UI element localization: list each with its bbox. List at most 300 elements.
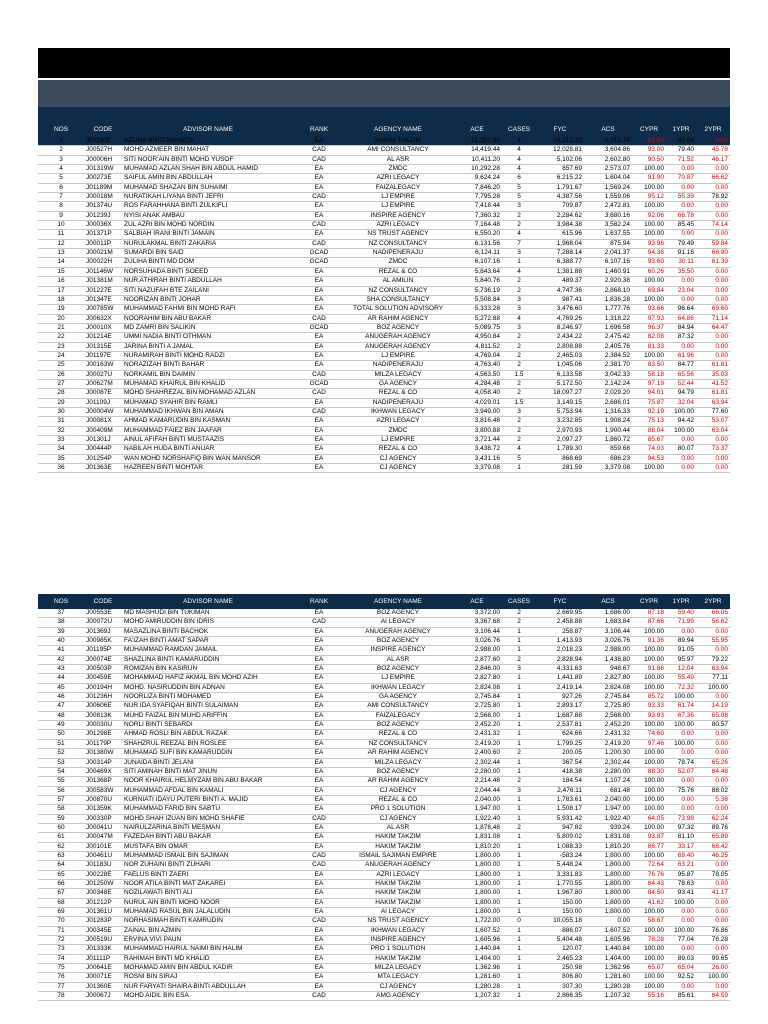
cell-1ypr: 91.16 [666,249,696,258]
cell-acs: 1,207.32 [584,992,632,1001]
cell-nos: 59 [38,814,84,823]
column-header-ace: ACE [452,594,502,609]
cell-rank: EA [294,342,344,351]
cell-2ypr: 0.00 [696,295,730,304]
cell-acs: 2,745.84 [584,693,632,702]
cell-agency-name: REZAL & CO [344,389,452,398]
cell-1ypr: 0.00 [666,982,696,991]
cell-fyc: 2,476.11 [536,786,584,795]
cell-1ypr: 80.07 [666,445,696,454]
cell-code: J01360E [84,982,122,991]
cell-rank: CAD [294,814,344,823]
cell-1ypr: 85.61 [666,992,696,1001]
cell-cypr: 92.19 [632,407,666,416]
cell-1ypr: 0.00 [666,908,696,917]
table-row [38,964,730,973]
cell-agency-name: IKHWAN LEGACY [344,683,452,692]
cell-code: J01190E [84,137,122,146]
cell-ace: 1,800.00 [452,889,502,898]
cell-1ypr: 12.04 [666,665,696,674]
cell-cases: 3 [502,323,536,332]
cell-cases: 1 [502,973,536,982]
cell-nos: 44 [38,674,84,683]
cell-rank: EA [294,646,344,655]
cell-advisor-name: MUHAMAD SYAHIR BIN RAMLI [122,398,294,407]
cell-fyc: 4,387.56 [536,193,584,202]
cell-rank: EA [294,702,344,711]
cell-code: J00018M [84,193,122,202]
cell-cypr: 64.05 [632,814,666,823]
cell-cases: 1 [502,861,536,870]
cell-cases: 2 [502,333,536,342]
cell-cypr: 94.01 [632,389,666,398]
cell-rank: EA [294,870,344,879]
cell-advisor-name: UMMI NADIA BINTI OTHMAN [122,333,294,342]
cell-agency-name: ANUGERAH AGENCY [344,627,452,636]
cell-code: J01111P [84,954,122,963]
cell-advisor-name: MUHAMMAD ISMAIL BIN SAJIMAN [122,851,294,860]
cell-acs: 3,379.08 [584,464,632,473]
cell-cypr: 74.60 [632,730,666,739]
cell-1ypr: 100.00 [666,693,696,702]
cell-2ypr: 53.07 [696,417,730,426]
cell-cases: 0 [502,917,536,926]
table-row [38,749,730,758]
cell-code: J01146W [84,267,122,276]
table-row [38,842,730,851]
cell-fyc: 987.41 [536,295,584,304]
cell-code: J00072U [84,618,122,627]
cell-agency-name: CJ AGENCY [344,814,452,823]
cell-fyc: 150.00 [536,908,584,917]
column-header-acs: ACS [584,594,632,609]
cell-nos: 73 [38,945,84,954]
cell-acs: 2,472.81 [584,202,632,211]
table-row [38,370,730,379]
cell-nos: 45 [38,683,84,692]
cell-rank: EA [294,674,344,683]
cell-cypr: 72.64 [632,861,666,870]
cell-cypr: 100.00 [632,721,666,730]
cell-1ypr: 61.74 [666,702,696,711]
table-row [38,861,730,870]
cell-1ypr: 67.36 [666,711,696,720]
table-row [38,389,730,398]
cell-fyc: 1,045.06 [536,361,584,370]
cell-cypr: 100.00 [632,351,666,360]
cell-agency-name: GA AGENCY [344,693,452,702]
cell-nos: 63 [38,851,84,860]
cell-ace: 1,831.08 [452,833,502,842]
cell-rank: CAD [294,851,344,860]
cell-agency-name: ANUGERAH AGENCY [344,333,452,342]
cell-cypr: 58.18 [632,370,666,379]
cell-nos: 78 [38,992,84,1001]
cell-cases: 5 [502,183,536,192]
table-row [38,239,730,248]
cell-acs: 2,431.32 [584,730,632,739]
column-header-1ypr: 1YPR [666,122,696,137]
cell-cases: 1 [502,879,536,888]
cell-fyc: 624.66 [536,730,584,739]
column-header-nos: NOS [38,122,84,137]
cell-1ypr: 55.39 [666,193,696,202]
cell-agency-name: AZRI LEGACY [344,221,452,230]
column-header-cypr: CYPR [632,122,666,137]
cell-fyc: 2,893.17 [536,702,584,711]
cell-cases: 1 [502,464,536,473]
cell-nos: 23 [38,342,84,351]
cell-nos: 65 [38,870,84,879]
cell-fyc: 2,866.35 [536,992,584,1001]
table-row [38,627,730,636]
cell-rank: CAD [294,314,344,323]
cell-fyc: 3,984.38 [536,221,584,230]
cell-advisor-name: MOHD SHAHREZAL BIN MOHAMAD AZLAN [122,389,294,398]
cell-2ypr: 76.86 [696,926,730,935]
cell-cases: 1 [502,898,536,907]
cell-fyc: 1,381.88 [536,267,584,276]
cell-agency-name: REZAL & CO [344,730,452,739]
cell-ace: 3,949.00 [452,407,502,416]
cell-agency-name: ISMAIL SAJIMAN EMPIRE [344,851,452,860]
cell-1ypr: 0.00 [666,627,696,636]
cell-code: J00606E [84,702,122,711]
cell-cypr: 100.00 [632,221,666,230]
table-row [38,295,730,304]
cell-code: J00469X [84,767,122,776]
cell-fyc: 4,747.36 [536,286,584,295]
cell-rank: EA [294,777,344,786]
cell-2ypr: 0.00 [696,211,730,220]
cell-ace: 2,827.80 [452,674,502,683]
cell-cypr: 83.50 [632,361,666,370]
cell-ace: 1,800.00 [452,870,502,879]
cell-2ypr: 0.00 [696,267,730,276]
cell-2ypr: 0.00 [696,898,730,907]
cell-cypr: 97.46 [632,739,666,748]
cell-fyc: 6,133.58 [536,370,584,379]
cell-ace: 4,563.50 [452,370,502,379]
cell-code: J00047M [84,833,122,842]
cell-nos: 74 [38,954,84,963]
cell-1ypr: 100.00 [666,407,696,416]
column-header-code: CODE [84,594,122,609]
cell-code: J01227E [84,286,122,295]
cell-agency-name: BOZ AGENCY [344,637,452,646]
cell-2ypr: 45.78 [696,146,730,155]
cell-nos: 27 [38,379,84,388]
cell-2ypr: 0.00 [696,137,730,146]
cell-rank: EA [294,973,344,982]
cell-nos: 75 [38,964,84,973]
cell-acs: 1,800.00 [584,879,632,888]
table-row [38,193,730,202]
cell-code: J01214E [84,333,122,342]
cell-1ypr: 0.00 [666,464,696,473]
cell-2ypr: 46.17 [696,155,730,164]
table-row [38,982,730,991]
cell-fyc: 418.38 [536,767,584,776]
cell-cypr: 94.53 [632,454,666,463]
cell-ace: 1,800.00 [452,861,502,870]
cell-cases: 2 [502,379,536,388]
cell-agency-name: HAKIM TAKZIM [344,137,452,146]
cell-2ypr: 66.05 [696,609,730,618]
cell-1ypr: 78.74 [666,758,696,767]
cell-rank: EA [294,351,344,360]
cell-fyc: 868.69 [536,454,584,463]
cell-ace: 1,922.40 [452,814,502,823]
cell-cases: 7 [502,239,536,248]
cell-1ypr: 0.00 [666,165,696,174]
cell-cases: 1 [502,795,536,804]
cell-cypr: 93.66 [632,305,666,314]
cell-1ypr: 77.04 [666,936,696,945]
cell-cypr: 100.00 [632,202,666,211]
cell-agency-name: BOZ AGENCY [344,665,452,674]
cell-rank: EA [294,464,344,473]
cell-ace: 1,362.96 [452,964,502,973]
cell-2ypr: 0.00 [696,230,730,239]
cell-advisor-name: SHAZLINA BINTI KAMARUDDIN [122,655,294,664]
cell-acs: 2,405.76 [584,342,632,351]
cell-2ypr: 69.60 [696,305,730,314]
cell-cases: 1 [502,842,536,851]
cell-fyc: 1,508.17 [536,805,584,814]
cell-advisor-name: NORAZIZAH BINTI BAHAR [122,361,294,370]
table-row [38,323,730,332]
column-header-advisor-name: ADVISOR NAME [122,594,294,609]
cell-ace: 2,302.44 [452,758,502,767]
cell-1ypr: 30.11 [666,258,696,267]
cell-2ypr: 68.42 [696,842,730,851]
cell-fyc: 307.30 [536,982,584,991]
cell-1ypr: 0.00 [666,230,696,239]
cell-cypr: 100.00 [632,627,666,636]
cell-cases: 2 [502,609,536,618]
cell-cases: 1 [502,730,536,739]
cell-acs: 1,683.84 [584,618,632,627]
cell-1ypr: 78.63 [666,879,696,888]
cell-fyc: 2,284.62 [536,211,584,220]
cell-fyc: 489.37 [536,277,584,286]
cell-nos: 52 [38,749,84,758]
cell-fyc: -583.24 [536,851,584,860]
cell-advisor-name: RAHIMAH BINTI MD KHALID [122,954,294,963]
cell-ace: 2,824.08 [452,683,502,692]
cell-cypr: 100.00 [632,805,666,814]
cell-fyc: 857.69 [536,165,584,174]
cell-advisor-name: NORHASIMAH BINTI KAMRUDIN [122,917,294,926]
cell-advisor-name: MOHD AZMEER BIN MAHAT [122,146,294,155]
cell-advisor-name: SITI NOOR'AIN BINTI MOHD YUSOF [122,155,294,164]
cell-fyc: 4,769.26 [536,314,584,323]
cell-code: J00027U [84,370,122,379]
cell-nos: 47 [38,702,84,711]
cell-fyc: 5,809.02 [536,833,584,842]
cell-fyc: 2,808.88 [536,342,584,351]
table-row [38,777,730,786]
cell-agency-name: PRO 1 SOLUTION [344,805,452,814]
cell-acs: 2,725.80 [584,702,632,711]
cell-advisor-name: ZUL AZRI BIN MOHD NORDIN [122,221,294,230]
cell-fyc: 6,215.22 [536,174,584,183]
cell-advisor-name: ERVINA VIVI PAUN [122,936,294,945]
cell-cypr: 100.00 [632,851,666,860]
cell-agency-name: AL ASR [344,155,452,164]
table-row [38,851,730,860]
cell-ace: 10,292.28 [452,165,502,174]
cell-acs: 1,607.52 [584,926,632,935]
cell-ace: 3,431.16 [452,454,502,463]
cell-agency-name: HAKIM TAKZIM [344,898,452,907]
cell-rank: CAD [294,618,344,627]
cell-ace: 1,207.32 [452,992,502,1001]
cell-nos: 21 [38,323,84,332]
cell-ace: 1,800.00 [452,898,502,907]
cell-code: J01183U [84,861,122,870]
cell-ace: 3,438.72 [452,445,502,454]
cell-rank: CAD [294,917,344,926]
cell-acs: 2,827.80 [584,674,632,683]
cell-rank: CAD [294,221,344,230]
cell-2ypr: 0.00 [696,627,730,636]
cell-cypr: 76.76 [632,870,666,879]
cell-nos: 66 [38,879,84,888]
table-row [38,417,730,426]
table-row [38,174,730,183]
cell-code: J00022H [84,258,122,267]
cell-1ypr: 33.17 [666,842,696,851]
cell-1ypr: 71.52 [666,155,696,164]
cell-2ypr: 64.47 [696,323,730,332]
cell-2ypr: 0.00 [696,165,730,174]
cell-ace: 2,431.32 [452,730,502,739]
cell-acs: 1,362.96 [584,964,632,973]
cell-advisor-name: NURUL AIN BINTI MOHD NOOR [122,898,294,907]
cell-cypr: 55.16 [632,992,666,1001]
cell-code: J00330P [84,814,122,823]
cell-1ypr: 63.21 [666,861,696,870]
cell-agency-name: LJ EMPIRE [344,351,452,360]
cell-code: J00071E [84,973,122,982]
cell-fyc: 2,434.22 [536,333,584,342]
cell-fyc: 200.05 [536,749,584,758]
cell-1ypr: 0.00 [666,730,696,739]
cell-cypr: 100.00 [632,646,666,655]
cell-ace: 1,281.60 [452,973,502,982]
cell-fyc: 16,212.22 [536,137,584,146]
cell-nos: 56 [38,786,84,795]
cell-nos: 42 [38,655,84,664]
cell-code: J01381M [84,277,122,286]
cell-advisor-name: NOR ZUHAINI BINTI ZUHARI [122,861,294,870]
cell-advisor-name: MUHAMAD SUFI BIN KAMARUDDIN [122,749,294,758]
cell-ace: 3,372.00 [452,609,502,618]
cell-ace: 4,769.04 [452,351,502,360]
cell-agency-name: FAIZALEGACY [344,183,452,192]
cell-fyc: 258.87 [536,627,584,636]
cell-nos: 15 [38,267,84,276]
cell-1ypr: 0.00 [666,202,696,211]
cell-rank: EA [294,609,344,618]
cell-2ypr: 71.14 [696,314,730,323]
cell-cases: 1.5 [502,398,536,407]
cell-rank: EA [294,417,344,426]
cell-fyc: 12,028.81 [536,146,584,155]
cell-rank: EA [294,749,344,758]
cell-advisor-name: AINUL AFIFAH BINTI MUSTAAZIS [122,436,294,445]
cell-cases: 1 [502,627,536,636]
cell-1ypr: 32.04 [666,398,696,407]
cell-code: J00021M [84,249,122,258]
cell-rank: EA [294,898,344,907]
cell-1ypr: 81.10 [666,833,696,842]
column-header-agency-name: AGENCY NAME [344,594,452,609]
cell-code: J00641E [84,964,122,973]
cell-2ypr: 62.24 [696,814,730,823]
cell-agency-name: ANUGERAH AGENCY [344,861,452,870]
cell-rank: EA [294,908,344,917]
cell-cypr: 81.33 [632,342,666,351]
cell-rank: CAD [294,389,344,398]
cell-cypr: 100.00 [632,295,666,304]
table-row [38,230,730,239]
column-header-cases: CASES [502,594,536,609]
cell-nos: 46 [38,693,84,702]
table-row [38,379,730,388]
cell-ace: 7,418.44 [452,202,502,211]
cell-cypr: 93.60 [632,258,666,267]
cell-nos: 51 [38,739,84,748]
cell-cases: 4 [502,165,536,174]
table-row [38,926,730,935]
cell-ace: 3,379.08 [452,464,502,473]
cell-cypr: 100.00 [632,655,666,664]
cell-code: J01236H [84,693,122,702]
table-header-row [38,594,730,609]
cell-2ypr: 65.26 [696,758,730,767]
cell-code: J00067J [84,992,122,1001]
cell-nos: 76 [38,973,84,982]
cell-1ypr: 95.97 [666,655,696,664]
cell-rank: EA [294,454,344,463]
cell-cypr: 88.30 [632,767,666,776]
cell-ace: 6,550.20 [452,230,502,239]
cell-ace: 3,800.88 [452,426,502,435]
cell-cases: 6 [502,174,536,183]
cell-code: J01380W [84,749,122,758]
cell-agency-name: AL ASR [344,655,452,664]
cell-2ypr: 41.17 [696,889,730,898]
cell-nos: 69 [38,908,84,917]
cell-agency-name: BOZ AGENCY [344,323,452,332]
cell-ace: 6,107.16 [452,258,502,267]
table-row [38,137,730,146]
cell-rank: CAD [294,155,344,164]
cell-advisor-name: NOZILAWATI BINTI ALI [122,889,294,898]
cell-nos: 18 [38,295,84,304]
cell-1ypr: 66.78 [666,211,696,220]
cell-advisor-name: MUHAMMAD AFDAL BIN KAMALI [122,786,294,795]
cell-ace: 1,280.28 [452,982,502,991]
cell-nos: 77 [38,982,84,991]
cell-cypr: 64.43 [632,879,666,888]
cell-cypr: 93.96 [632,239,666,248]
cell-fyc: 1,791.67 [536,183,584,192]
table-row [38,665,730,674]
